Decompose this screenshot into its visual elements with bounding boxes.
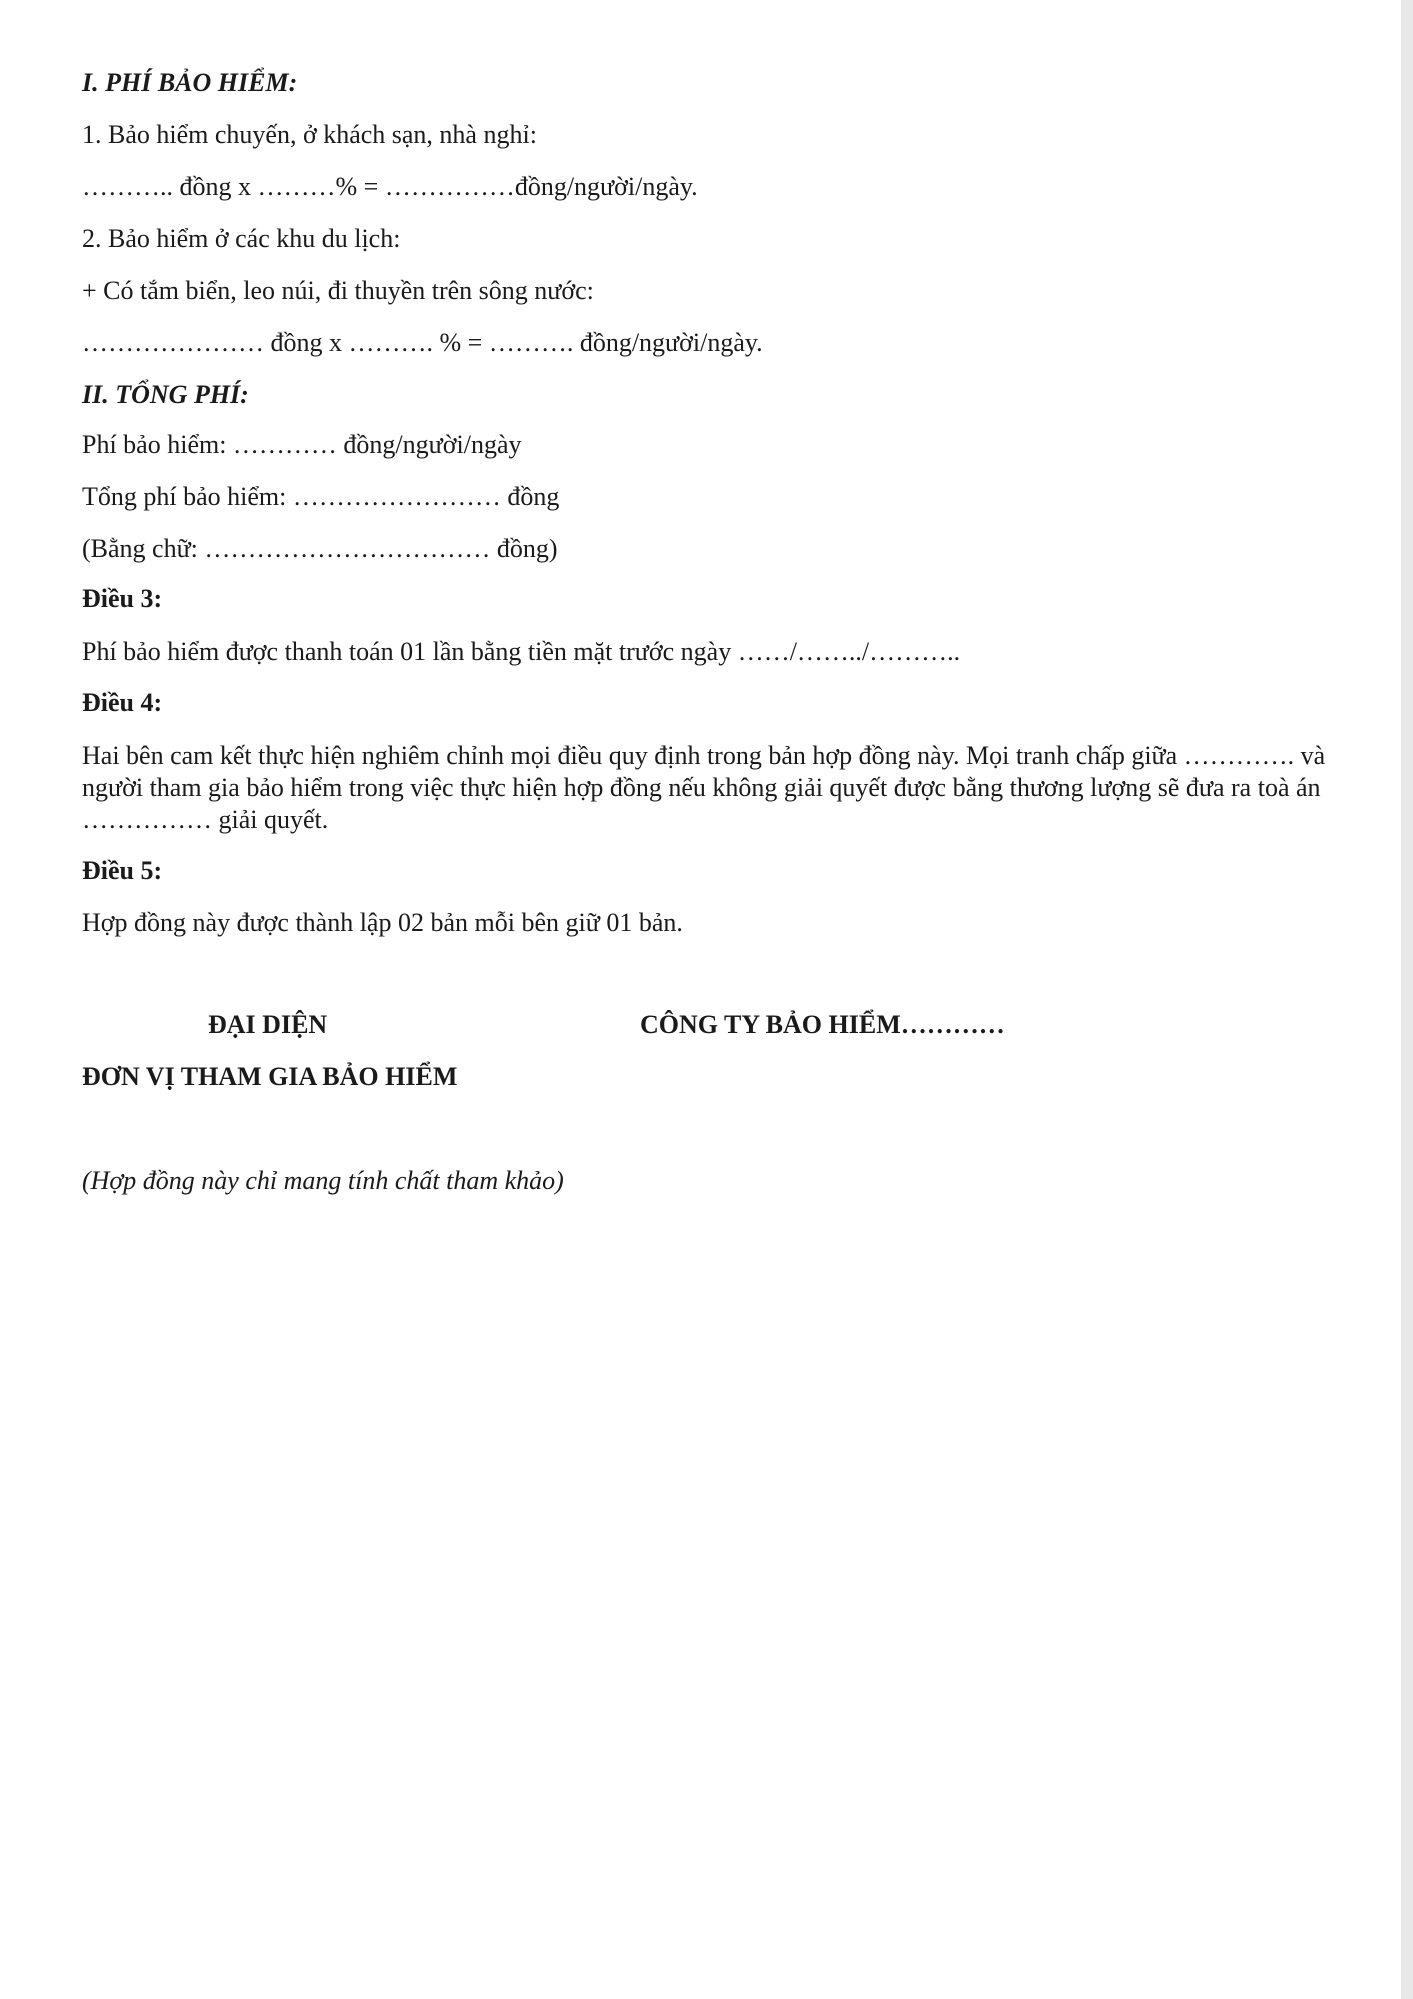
fee-line: Phí bảo hiểm: ………… đồng/người/ngày bbox=[82, 430, 522, 459]
item-1-label: 1. Bảo hiểm chuyến, ở khách sạn, nhà nghỉ: bbox=[82, 120, 537, 149]
article-3-text: Phí bảo hiểm được thanh toán 01 lần bằng tiền mặt trước ngày ……/……../……….. bbox=[82, 637, 961, 666]
article-5-title: Điều 5: bbox=[82, 856, 163, 885]
article-5-text: Hợp đồng này được thành lập 02 bản mỗi bên giữ 01 bản. bbox=[82, 908, 683, 937]
section-1-title: I. PHÍ BẢO HIỂM: bbox=[82, 68, 298, 97]
total-fee-line: Tổng phí bảo hiểm: …………………… đồng bbox=[82, 482, 560, 511]
page-edge bbox=[1401, 0, 1413, 1999]
signature-left-subtitle: ĐƠN VỊ THAM GIA BẢO HIỂM bbox=[82, 1062, 458, 1091]
signature-right-title: CÔNG TY BẢO HIỂM………… bbox=[640, 1010, 1005, 1039]
item-2-label: 2. Bảo hiểm ở các khu du lịch: bbox=[82, 224, 401, 253]
item-2-formula: ………………… đồng x ………. % = ………. đồng/người/ngày. bbox=[82, 328, 763, 357]
amount-in-words-line: (Bằng chữ: …………………………… đồng) bbox=[82, 534, 558, 563]
signature-left-title: ĐẠI DIỆN bbox=[208, 1010, 328, 1039]
article-4-title: Điều 4: bbox=[82, 688, 163, 717]
article-3-title: Điều 3: bbox=[82, 584, 163, 613]
item-1-formula: ……….. đồng x ………% = ……………đồng/người/ngày. bbox=[82, 172, 698, 201]
article-4-text: Hai bên cam kết thực hiện nghiêm chỉnh mọi điều quy định trong bản hợp đồng này. Mọi tranh chấp giữa …………. và người tham gia bảo hiểm trong việc thực hiện hợp đồng nếu không giải quyết được bằng thương lượng sẽ đưa ra toà án …………… giải quyết. bbox=[82, 741, 1326, 834]
reference-note: (Hợp đồng này chỉ mang tính chất tham khảo) bbox=[82, 1166, 564, 1195]
item-2-sub: + Có tắm biển, leo núi, đi thuyền trên sông nước: bbox=[82, 276, 594, 305]
section-2-title: II. TỔNG PHÍ: bbox=[82, 380, 249, 409]
